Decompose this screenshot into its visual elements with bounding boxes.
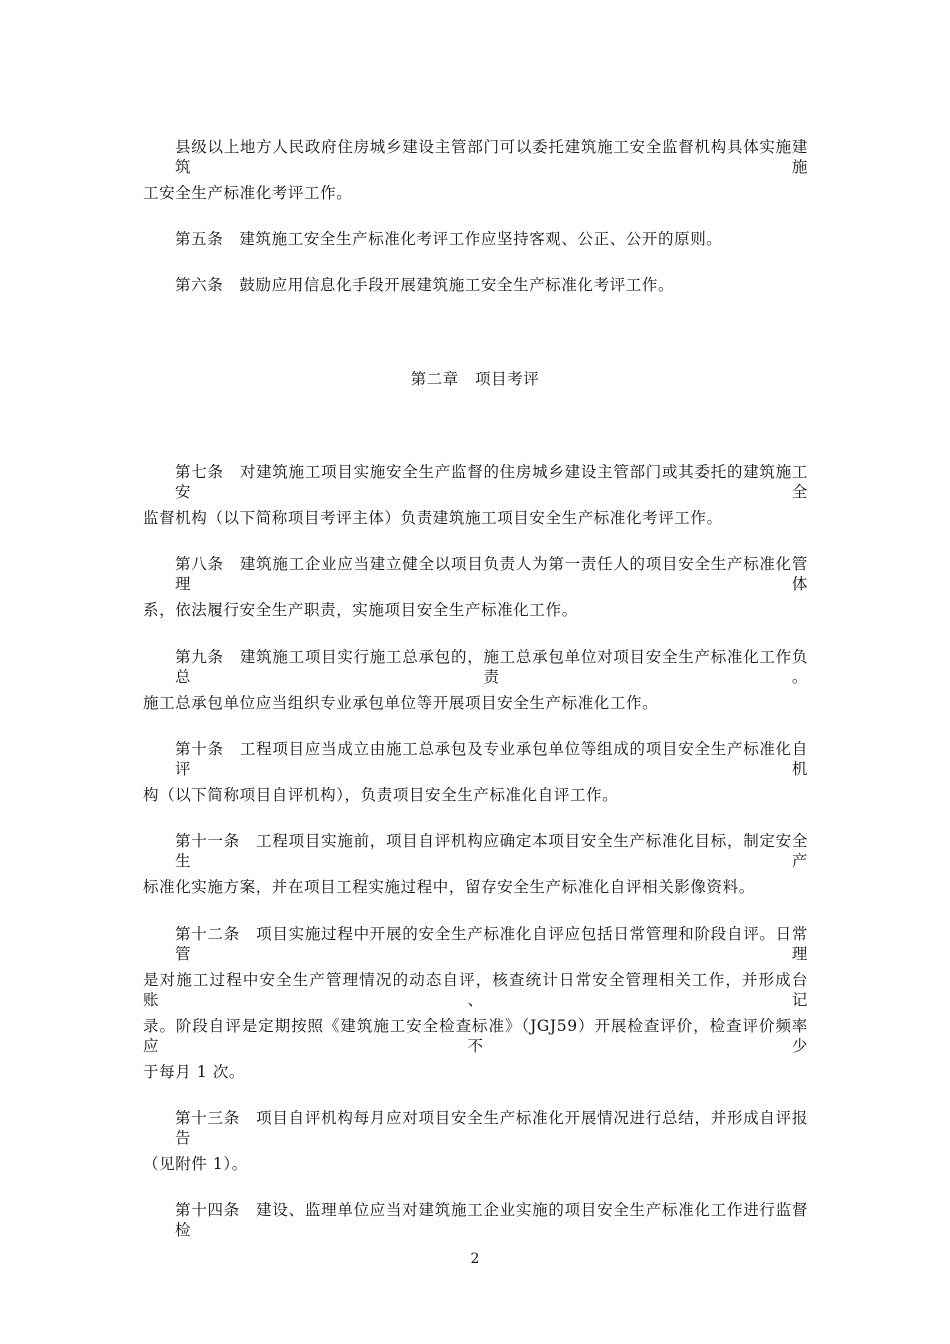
article-9: 第九条 建筑施工项目实行施工总承包的，施工总承包单位对项目安全生产标准化工作负总责。	[175, 648, 808, 686]
article-7: 第七条 对建筑施工项目实施安全生产监督的住房城乡建设主管部门或其委托的建筑施工安全	[175, 463, 808, 501]
page-number: 2	[470, 1251, 480, 1267]
paragraph-line: 录。阶段自评是定期按照《建筑施工安全检查标准》（JGJ59）开展检查评价，检查评价频率应不少	[143, 1017, 808, 1055]
paragraph-line: 监督机构（以下简称项目考评主体）负责建筑施工项目安全生产标准化考评工作。	[143, 509, 723, 527]
article-6: 第六条 鼓励应用信息化手段开展建筑施工安全生产标准化考评工作。	[175, 276, 675, 294]
paragraph-line: 工安全生产标准化考评工作。	[143, 184, 353, 202]
paragraph-line: 系，依法履行安全生产职责，实施项目安全生产标准化工作。	[143, 601, 578, 619]
article-13: 第十三条 项目自评机构每月应对项目安全生产标准化开展情况进行总结，并形成自评报告	[175, 1109, 808, 1147]
paragraph-line: 是对施工过程中安全生产管理情况的动态自评，核查统计日常安全管理相关工作，并形成台账、记	[143, 971, 808, 1009]
chapter-heading: 第二章 项目考评	[410, 370, 540, 388]
article-10: 第十条 工程项目应当成立由施工总承包及专业承包单位等组成的项目安全生产标准化自评机	[175, 740, 808, 778]
paragraph-line: 标准化实施方案，并在项目工程实施过程中，留存安全生产标准化自评相关影像资料。	[143, 878, 755, 896]
article-14: 第十四条 建设、监理单位应当对建筑施工企业实施的项目安全生产标准化工作进行监督检	[175, 1201, 808, 1239]
article-8: 第八条 建筑施工企业应当建立健全以项目负责人为第一责任人的项目安全生产标准化管理体	[175, 555, 808, 593]
article-12: 第十二条 项目实施过程中开展的安全生产标准化自评应包括日常管理和阶段自评。日常管理	[175, 925, 808, 963]
paragraph-line: （见附件 1）。	[143, 1155, 248, 1173]
paragraph-line: 施工总承包单位应当组织专业承包单位等开展项目安全生产标准化工作。	[143, 694, 659, 712]
paragraph-line: 构（以下简称项目自评机构），负责项目安全生产标准化自评工作。	[143, 786, 619, 804]
paragraph-line: 于每月 1 次。	[143, 1063, 246, 1081]
article-5: 第五条 建筑施工安全生产标准化考评工作应坚持客观、公正、公开的原则。	[175, 230, 723, 248]
paragraph-line: 县级以上地方人民政府住房城乡建设主管部门可以委托建筑施工安全监督机构具体实施建筑施	[175, 138, 808, 176]
article-11: 第十一条 工程项目实施前，项目自评机构应确定本项目安全生产标准化目标，制定安全生产	[175, 832, 808, 870]
